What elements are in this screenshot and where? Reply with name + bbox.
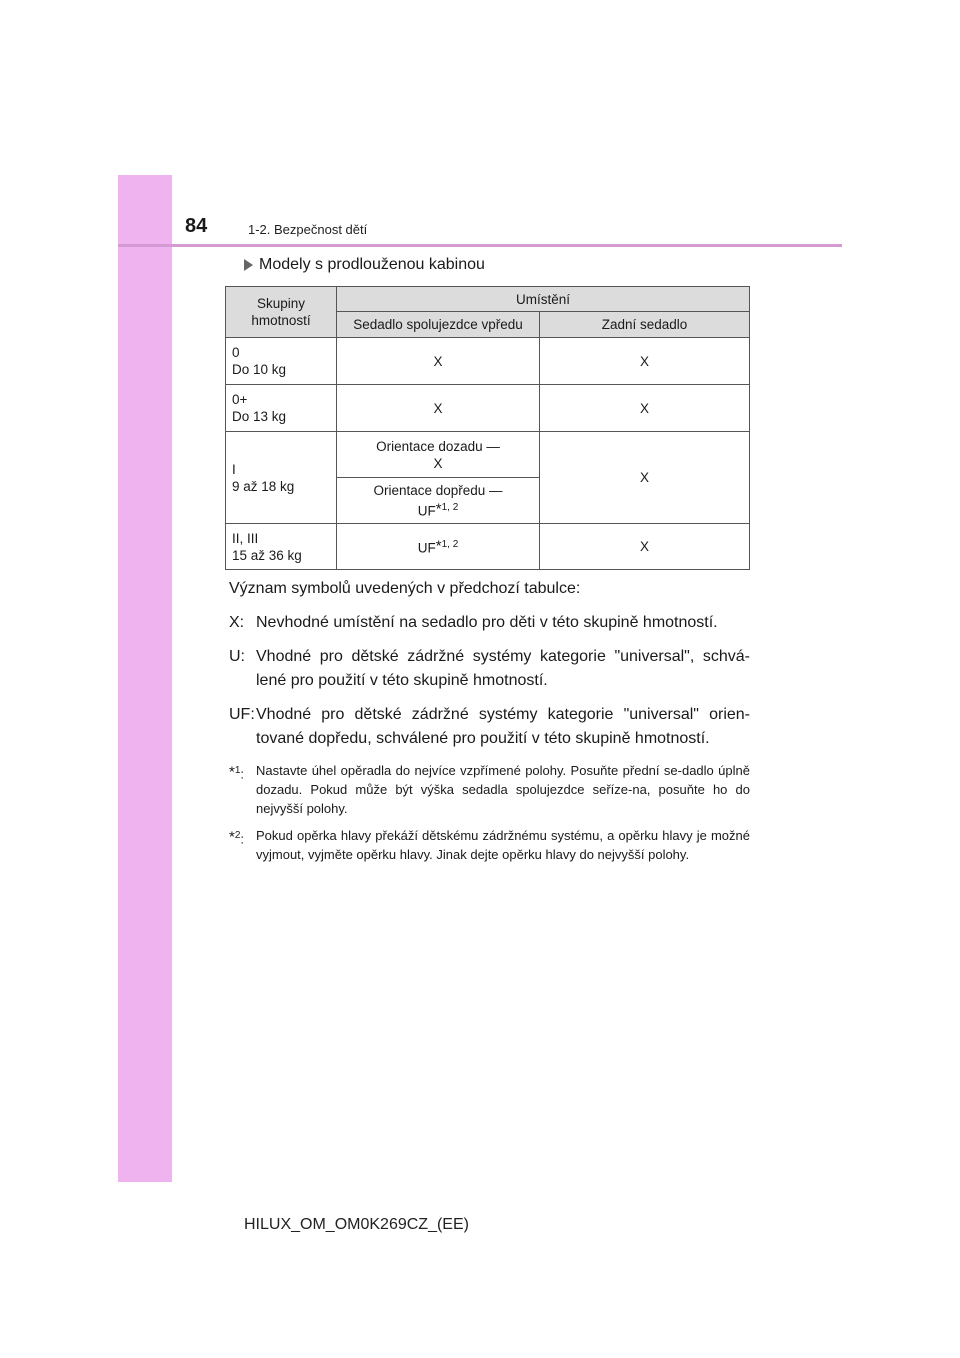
header-rear-seat: Zadní sedadlo <box>540 312 750 338</box>
rear-cell: X <box>540 432 750 524</box>
front-cell: UF*$^{1, 2}$ <box>337 524 540 570</box>
header-placement: Umístění <box>337 287 750 312</box>
table-row <box>226 385 750 432</box>
front-cell: X <box>337 338 540 385</box>
table-row <box>226 524 750 570</box>
header-divider <box>118 244 842 247</box>
document-code: HILUX_OM_OM0K269CZ_(EE) <box>244 1216 469 1233</box>
legend-intro: Význam symbolů uvedených v předchozí tabulce: <box>229 580 581 597</box>
legend-section <box>229 577 750 872</box>
legend-item-uf: UF: Vhodné pro dětské zádržné systémy kategorie "universal" orien-tované dopředu, schválené pro použití v této skupině hmotností. <box>229 706 750 747</box>
header-front-seat: Sedadlo spolujezdce vpředu <box>337 312 540 338</box>
section-title: 1-2. Bezpečnost dětí <box>248 222 368 237</box>
group-cell: II, III 15 až 36 kg <box>226 524 337 570</box>
group-cell: 0 Do 10 kg <box>226 338 337 385</box>
sidebar-tab <box>118 175 172 1182</box>
front-cell-forward-facing: Orientace dopředu — UF*$^{1, 2}$ <box>337 478 540 524</box>
table-row <box>226 432 750 478</box>
group-cell: 0+ Do 13 kg <box>226 385 337 432</box>
triangle-bullet-icon <box>244 259 253 271</box>
front-cell-rear-facing: Orientace dozadu — X <box>337 432 540 478</box>
page-number: 84 <box>185 215 208 237</box>
header-group: Skupiny hmotností <box>226 287 337 338</box>
legend-item-u: U: Vhodné pro dětské zádržné systémy kategorie "universal", schvá-lené pro použití v této skupině hmotností. <box>229 648 750 689</box>
front-cell: X <box>337 385 540 432</box>
subheading <box>244 256 485 274</box>
seat-suitability-table <box>225 286 750 570</box>
table-row <box>226 338 750 385</box>
group-cell: I 9 až 18 kg <box>226 432 337 524</box>
rear-cell: X <box>540 524 750 570</box>
rear-cell: X <box>540 338 750 385</box>
subheading-text: Modely s prodlouženou kabinou <box>259 256 485 273</box>
footnote-2: *$^2$: Pokud opěrka hlavy překáží dětskému zádržnému systému, a opěrku hlavy je možné vyjmout, vyjměte opěrku hlavy. Jinak dejte opěrku hlavy do nejvyšší polohy. <box>229 828 750 862</box>
legend-item-x: X: Nevhodné umístění na sedadlo pro děti v této skupině hmotností. <box>229 614 718 631</box>
rear-cell: X <box>540 385 750 432</box>
footnote-1: *$^1$: Nastavte úhel opěradla do nejvíce vzpřímené polohy. Posuňte přední se-dadlo úplně dozadu. Pokud může být výška sedadla spolujezdce seříze-na, posuňte ho do nejvyšší polohy. <box>229 763 750 816</box>
